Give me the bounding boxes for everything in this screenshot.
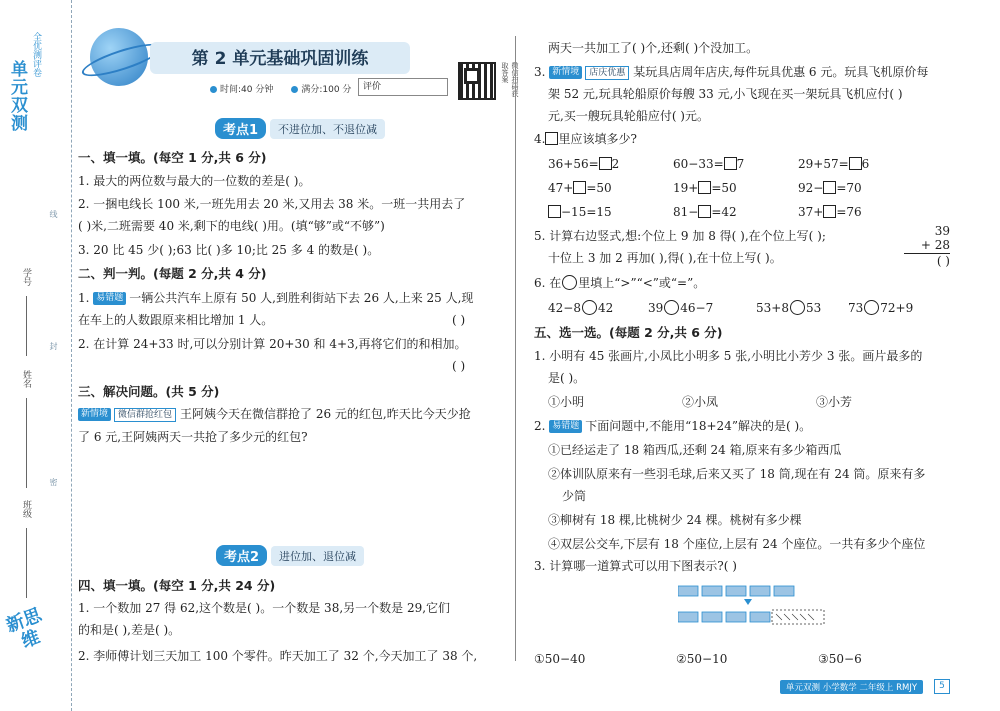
part-1-q2-line1: 2. 一捆电线长 100 米,一班先用去 20 米,又用去 38 米。一班一共用去了 [78,197,466,211]
q4-r3-c1-post: −15=15 [561,205,612,219]
part-2-q1-text: 一辆公共汽车上原有 50 人,到胜利街站下去 26 人,上来 25 人,现 [129,291,474,305]
part-3-q-line1 [78,406,471,422]
q6-item-4-left: 73 [848,301,864,315]
q6-item-2-circle[interactable] [664,300,679,315]
q4-r3-c2-post: =42 [711,205,737,219]
compare-circle-icon [562,275,577,290]
bundles-top-row [678,586,794,596]
part-4-q2-line1: 2. 李师傅计划三天加工 100 个零件。昨天加工了 32 个,今天加工了 38 个, [78,649,478,663]
part-5-q1-line2: 是( )。 [548,371,586,385]
part-3-q-text: 王阿姨今天在微信群抢了 26 元的红包,昨天比今天少抢 [180,407,471,421]
q6-item-2-right: 46−7 [680,301,714,315]
part-4-q3-text: 某玩具店周年店庆,每件玩具优惠 6 元。玩具飞机原价每 [633,65,929,79]
page-title: 第 2 单元基础巩固训练 [191,49,369,69]
part-4-q1-line2: 的和是( ),差是( )。 [78,623,181,637]
section-1-header [200,118,400,139]
time-limit-text: 时间:40 分钟 [220,85,274,95]
part-3-q-line2: 了 6 元,王阿姨两天一共抢了多少元的红包? [78,430,308,444]
vertical-calculation [904,224,950,268]
part-4-q4-prompt [534,131,637,147]
part-5-q2-option-2-line2: 少筒 [562,489,587,503]
part-2-q2-answer[interactable]: ( ) [452,359,466,373]
part-4-q6-number: 6. 在 [534,276,562,290]
part-1-q2-line2: ( )米,二班需要 40 米,剩下的电线( )用。(填“够”或“不够”) [78,219,385,233]
blank-box-icon [545,132,558,145]
q4-r2-c1-blank[interactable] [573,181,586,194]
q6-item-3 [756,300,848,316]
part-5-q2-text: 下面问题中,不能用“18+24”解决的是( )。 [585,419,812,433]
q4-r1-c1-blank[interactable] [599,157,612,170]
part-1-q1: 1. 最大的两位数与最大的一位数的差是( )。 [78,174,311,188]
part-5-q2-line: 2. 易错题 下面问题中,不能用“18+24”解决的是( )。 [534,419,812,433]
q4-r2-c1-post: =50 [586,181,612,195]
q4-r1-c3-pre: 29+57= [798,157,849,171]
q4-r1-c1-post: 2 [611,157,620,171]
part-4-q6-text: 里填上“>”“<”或“=”。 [578,276,706,290]
part-5-q2-option-4[interactable]: ④双层公交车,下层有 18 个座位,上层有 24 个座位。一共有多少个座位 [548,537,926,551]
part-5-heading: 五、选一选。(每题 2 分,共 6 分) [534,325,723,340]
removed-bundle-outline [772,610,824,624]
q4-r3-c2 [673,204,798,220]
q3-option-1[interactable]: ①50−40 [534,652,586,666]
q6-item-1-left: 42−8 [548,301,581,315]
q4-r1-c1 [548,156,673,172]
worksheet-header [90,28,519,100]
section-2-title: 进位加、退位减 [271,546,364,566]
option-1[interactable]: ①小明 [548,395,585,409]
part-5-q2-option-3[interactable]: ③柳树有 18 棵,比桃树少 24 棵。桃树有多少棵 [548,513,802,527]
vcalc-mid: + 28 [920,238,950,252]
vcalc-top: 39 [934,224,950,238]
seal-mark-1: 线 [49,210,58,218]
field-class-label: 班级 [21,500,31,518]
q4-r2-c3 [798,180,923,196]
vcalc-answer[interactable]: ( ) [936,254,950,268]
q6-item-1-circle[interactable] [582,300,597,315]
q6-item-2 [648,300,756,316]
part-2-q2: 2. 在计算 24+33 时,可以分别计算 20+30 和 4+3,再将它们的和相加。 [78,337,467,351]
part-4-q2-line2: 两天一共加工了( )个,还剩( )个没加工。 [548,41,759,55]
arrow-down-icon [744,599,752,605]
new-scenario-tag-2: 新情境 [549,66,582,79]
brand-name: 单元双测 [7,60,27,132]
q4-r1-c2 [673,156,798,172]
q4-r3-c2-blank[interactable] [698,205,711,218]
q4-r1-c3-blank[interactable] [849,157,862,170]
part-4-q4-number: 4. [534,132,546,146]
part-4-heading: 四、填一填。(每空 1 分,共 24 分) [78,578,276,593]
field-name-label: 姓名 [21,370,31,388]
bundle-icon-6 [678,612,698,622]
qr-code-icon[interactable] [458,62,496,100]
q3-option-3[interactable]: ③50−6 [818,652,862,666]
bundle-icon-8 [726,612,746,622]
qr-caption: 微信扫码获取答案 [501,62,519,97]
full-score [291,82,351,95]
binding-margin [0,0,72,711]
section-1-badge: 考点1 [215,118,266,139]
part-4-q5-line2: 十位上 3 加 2 再加( ),得( ),在十位上写( )。 [548,251,782,265]
q4-r3-c2-pre: 81− [673,205,699,219]
section-2-badge: 考点2 [216,545,267,566]
part-4-q4-text: 里应该填多少? [558,132,637,146]
q4-r3-c3-pre: 37+ [798,205,824,219]
bundle-icon-7 [702,612,722,622]
brand-subtitle: 全优测评卷 [31,32,41,77]
option-2[interactable]: ②小凤 [682,395,719,409]
scenario-note-2: 店庆优惠 [585,66,629,80]
q4-r3-c1 [548,204,673,220]
q4-r3-c3-post: =76 [836,205,862,219]
part-1-heading: 一、填一填。(每空 1 分,共 6 分) [78,150,267,165]
part-5-q1-options [548,394,916,410]
star-icon [291,86,298,93]
score-label: 评价 [363,82,382,92]
page-number: 5 [934,679,950,694]
q4-r3-c1-blank[interactable] [548,205,561,218]
q6-item-3-right: 53 [805,301,822,315]
part-2-q1-line1: 1. 易错题 一辆公共汽车上原有 50 人,到胜利街站下去 26 人,上来 25 人,现 [78,291,474,305]
part-5-q1-line1: 1. 小明有 45 张画片,小凤比小明多 5 张,小明比小芳少 3 张。画片最多的 [534,349,923,363]
q4-r3-c3-blank[interactable] [823,205,836,218]
q6-item-2-left: 39 [648,301,664,315]
bundle-icon-3 [726,586,746,596]
q6-item-3-left: 53+8 [756,301,789,315]
q3-option-2[interactable]: ②50−10 [676,652,728,666]
q6-item-3-circle[interactable] [790,300,805,315]
part-4-q5-line1: 5. 计算右边竖式,想:个位上 9 加 8 得( ),在个位上写( ); [534,229,826,243]
q4-r2-c2-post: =50 [711,181,737,195]
bundle-icon-4 [750,586,770,596]
field-student-id-label: 学号 [21,268,31,286]
column-divider [515,36,516,661]
q4-r2-c2-blank[interactable] [698,181,711,194]
part-2-q1-line2: 在车上的人数跟原来相比增加 1 人。 [78,313,274,327]
q4-r1-c2-post: 7 [736,157,745,171]
q6-item-4 [848,300,948,316]
part-2-heading: 二、判一判。(每题 2 分,共 4 分) [78,266,267,281]
q4-r1-c2-pre: 60−33= [673,157,724,171]
removed-sticks-icon [776,614,814,620]
section-1-title: 不进位加、不退位减 [270,119,385,139]
scenario-note: 微信群抢红包 [114,408,176,422]
part-2-q1-answer[interactable]: ( ) [452,313,466,327]
q4-r2-c1 [548,180,673,196]
q4-r1-c3-post: 6 [861,157,870,171]
new-scenario-tag: 新情境 [78,408,111,421]
clock-icon [210,86,217,93]
q6-item-1 [548,300,648,316]
bundle-icon-5 [774,586,794,596]
part-5-q3-options [534,651,918,667]
full-score-text: 满分:100 分 [301,85,352,95]
q4-r1-c3 [798,156,923,172]
seal-mark-3: 密 [49,478,58,486]
q6-item-1-right: 42 [597,301,614,315]
seal-mark-2: 封 [49,342,58,350]
part-5-q3: 3. 计算哪一道算式可以用下图表示?( ) [534,559,737,573]
bundle-icon-2 [702,586,722,596]
part-1-q3: 3. 20 比 45 少( );63 比( )多 10;比 25 多 4 的数是( )。 [78,243,380,257]
part-5-q2-option-1[interactable]: ①已经运走了 18 箱西瓜,还剩 24 箱,原来有多少箱西瓜 [548,443,842,457]
brand-logo: 新思维 [3,604,45,653]
q6-row [548,300,948,316]
q4-r2-c3-pre: 92− [798,181,824,195]
part-3-heading: 三、解决问题。(共 5 分) [78,384,220,399]
q4-row-1 [548,156,923,172]
q4-r2-c1-pre: 47+ [548,181,574,195]
part-4-q3-line1: 3. 新情境 店庆优惠 某玩具店周年店庆,每件玩具优惠 6 元。玩具飞机原价每 [534,65,929,79]
q4-r3-c3 [798,204,923,220]
tricky-tag-2: 易错题 [549,420,582,433]
part-4-q6-prompt [534,275,705,291]
q4-r2-c3-post: =70 [836,181,862,195]
q4-r2-c2 [673,180,798,196]
score-box[interactable] [358,78,448,96]
q4-r1-c2-blank[interactable] [724,157,737,170]
section-2-header [210,545,370,566]
exam-meta [210,82,351,95]
field-student-id-line [26,296,27,356]
q6-item-4-circle[interactable] [864,300,879,315]
bundles-bottom-row [678,610,824,624]
bundle-icon-1 [678,586,698,596]
q4-r2-c2-pre: 19+ [673,181,699,195]
qr-finder [464,68,480,84]
option-3[interactable]: ③小芳 [816,395,853,409]
part-4-q3-line3: 元,买一艘玩具轮船应付( )元。 [548,109,709,123]
footer-label: 单元双测 小学数学 二年级上 RMJY [780,680,923,694]
bundle-figure [678,584,828,634]
part-4-q1-line1: 1. 一个数加 27 得 62,这个数是( )。一个数是 38,另一个数是 29,它们 [78,601,451,615]
field-class-line [26,528,27,598]
q4-r1-c1-pre: 36+56= [548,157,599,171]
time-limit [210,82,273,95]
tricky-tag: 易错题 [93,292,126,305]
field-name-line [26,398,27,488]
part-5-q2-option-2-line1[interactable]: ②体训队原来有一些羽毛球,后来又买了 18 筒,现在有 24 筒。原来有多 [548,467,926,481]
q4-row-2 [548,180,923,196]
part-4-q3-line2: 架 52 元,玩具轮船原价每艘 33 元,小飞现在买一架玩具飞机应付( ) [548,87,903,101]
q4-r2-c3-blank[interactable] [823,181,836,194]
q4-row-3 [548,204,923,220]
q6-item-4-right: 72+9 [880,301,914,315]
bundle-icon-9 [750,612,770,622]
